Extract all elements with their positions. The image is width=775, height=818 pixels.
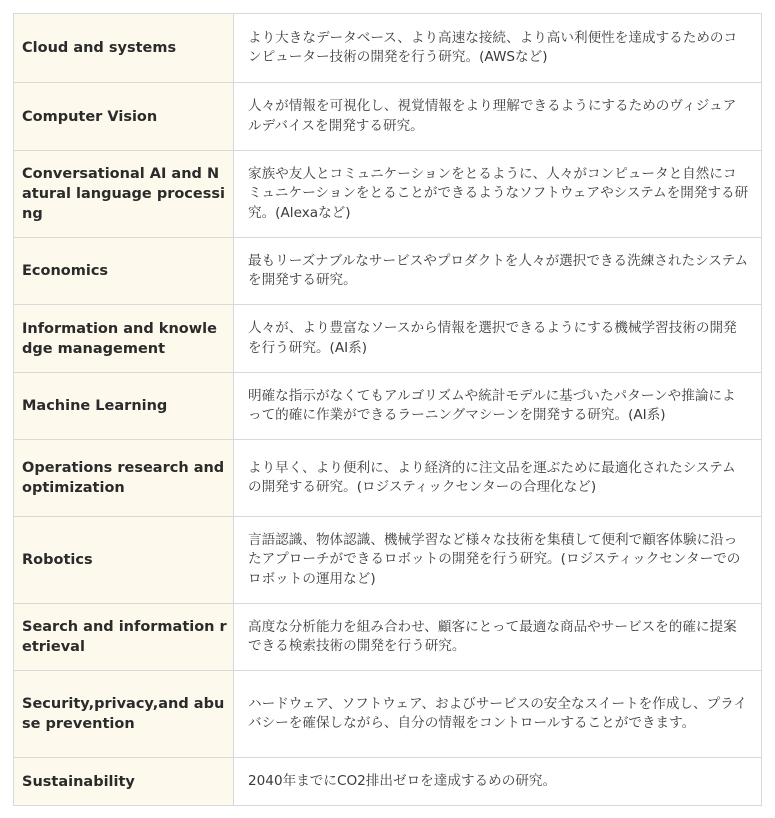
description-cell: より早く、より便利に、より経済的に注文品を運ぶために最適化されたシステムの開発する研究。(ロジスティックセンターの合理化など) [234,440,762,517]
category-cell: Cloud and systems [14,14,234,83]
table-row [14,440,762,517]
description-cell: 明確な指示がなくてもアルゴリズムや統計モデルに基づいたパターンや推論によって的確に作業ができるラーニングマシーンを開発する研究。(AI系) [234,373,762,440]
table-row [14,604,762,671]
table-row [14,373,762,440]
category-cell: Conversational AI and Natural language processing [14,151,234,238]
description-cell: 言語認識、物体認識、機械学習など様々な技術を集積して便利で顧客体験に沿ったアプローチができるロボットの開発を行う研究。(ロジスティックセンターでのロボットの運用など) [234,517,762,604]
description-cell: 人々が情報を可視化し、視覚情報をより理解できるようにするためのヴィジュアルデバイスを開発する研究。 [234,83,762,151]
category-cell: Information and knowledge management [14,305,234,373]
description-cell: ハードウェア、ソフトウェア、およびサービスの安全なスイートを作成し、プライバシーを確保しながら、自分の情報をコントロールすることができます。 [234,671,762,758]
table-row [14,238,762,305]
table-row [14,83,762,151]
description-cell: より大きなデータベース、より高速な接続、より高い利便性を達成するためのコンピューター技術の開発を行う研究。(AWSなど) [234,14,762,83]
table-row [14,517,762,604]
category-cell: Operations research and optimization [14,440,234,517]
category-cell: Economics [14,238,234,305]
description-cell: 人々が、より豊富なソースから情報を選択できるようにする機械学習技術の開発を行う研究。(AI系) [234,305,762,373]
description-cell: 最もリーズナブルなサービスやプロダクトを人々が選択できる洗練されたシステムを開発する研究。 [234,238,762,305]
table-row [14,14,762,83]
category-cell: Machine Learning [14,373,234,440]
table-row [14,151,762,238]
table-row [14,758,762,806]
category-cell: Sustainability [14,758,234,806]
description-cell: 高度な分析能力を組み合わせ、顧客にとって最適な商品やサービスを的確に提案できる検索技術の開発を行う研究。 [234,604,762,671]
research-areas-table-container [13,13,762,806]
category-cell: Robotics [14,517,234,604]
category-cell: Security,privacy,and abuse prevention [14,671,234,758]
category-cell: Computer Vision [14,83,234,151]
description-cell: 家族や友人とコミュニケーションをとるように、人々がコンピュータと自然にコミュニケーションをとることができるようなソフトウェアやシステムを開発する研究。(Alexaなど) [234,151,762,238]
research-areas-table [13,13,762,806]
description-cell: 2040年までにCO2排出ゼロを達成するめの研究。 [234,758,762,806]
category-cell: Search and information retrieval [14,604,234,671]
table-row [14,671,762,758]
table-row [14,305,762,373]
